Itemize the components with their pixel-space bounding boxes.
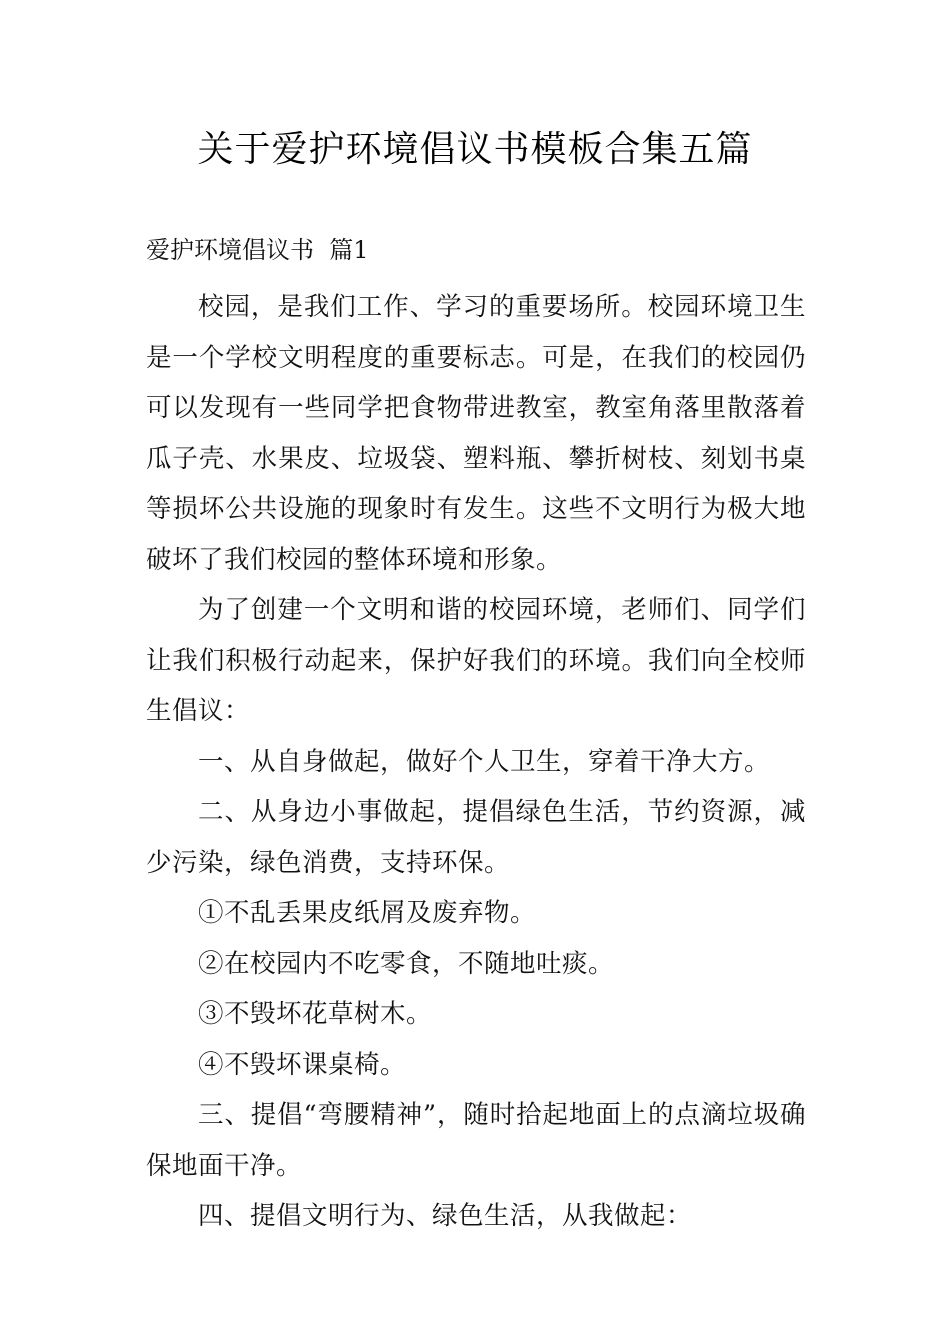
paragraph-subitem-1: ①不乱丢果皮纸屑及废弃物。 <box>198 898 537 928</box>
paragraph-item-1: 一、从自身做起，做好个人卫生，穿着干净大方。 <box>198 746 771 777</box>
paragraph-subitem-3: ③不毁坏花草树木。 <box>198 999 433 1029</box>
paragraph-subitem-2: ②在校园内不吃零食，不随地吐痰。 <box>198 948 615 979</box>
section-heading: 爱护环境倡议书 篇1 <box>146 236 369 264</box>
document-body <box>146 282 806 1242</box>
paragraph-item-4: 四、提倡文明行为、绿色生活，从我做起： <box>198 1201 693 1231</box>
document-title: 关于爱护环境倡议书模板合集五篇 <box>197 129 753 170</box>
paragraph-intro: 校园，是我们工作、学习的重要场所。校园环境卫生是一个学校文明程度的重要标志。可是，在我们的校园仍可以发现有一些同学把食物带进教室，教室角落里散落着瓜子壳、水果皮、垃圾袋、塑料瓶、攀折树枝、刻划书桌等损坏公共设施的现象时有发生。这些不文明行为极大地破坏了我们校园的整体环境和形象。 <box>146 292 806 575</box>
paragraph-item-3: 三、提倡“弯腰精神”，随时拾起地面上的点滴垃圾确保地面干净。 <box>146 1100 806 1181</box>
paragraph-call: 为了创建一个文明和谐的校园环境，老师们、同学们让我们积极行动起来，保护好我们的环境。我们向全校师生倡议： <box>146 595 806 726</box>
paragraph-item-2: 二、从身边小事做起，提倡绿色生活，节约资源，减少污染，绿色消费，支持环保。 <box>146 797 806 878</box>
paragraph-subitem-4: ④不毁坏课桌椅。 <box>198 1049 407 1080</box>
